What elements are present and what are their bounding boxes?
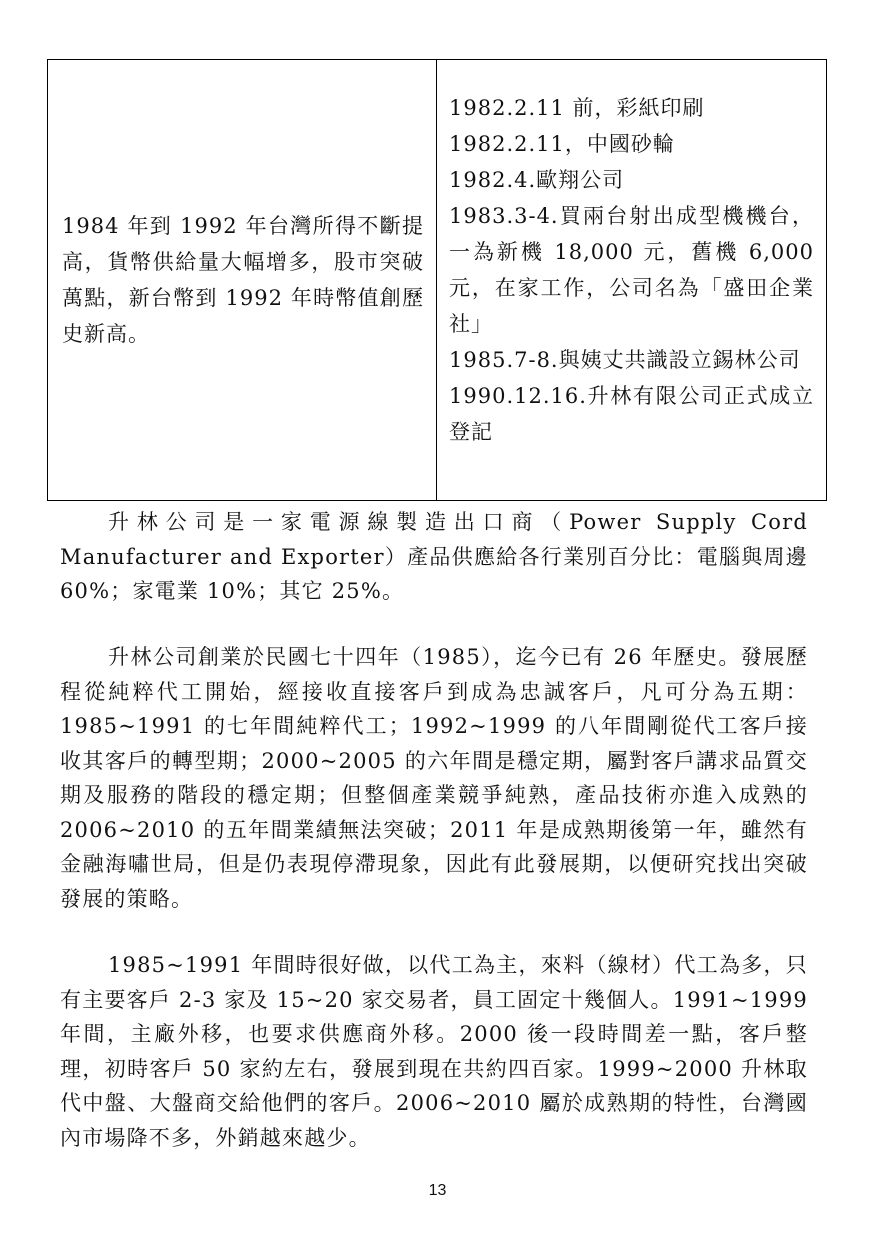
timeline-entry: 1983.3-4.買兩台射出成型機機台，一為新機 18,000 元，舊機 6,000 元，在家工作，公司名為「盛田企業社」	[449, 204, 814, 336]
body-paragraph: 1985~1991 年間時很好做，以代工為主，來料（線材）代工為多，只有主要客戶 2-3 家及 15~20 家交易者，員工固定十幾個人。1991~1999 年間，主廠外移，也要求供應商外移。2000 後一段時間差一點，客戶整理，初時客戶 50 家約左右，發展到現在共約四百家。1999~2000 升林取代中盤、大盤商交給他們的客戶。2006~2010 屬於成熟期的特性，台灣國內市場降不多，外銷越來越少。	[60, 953, 808, 1150]
table-cell-economic-context	[48, 60, 437, 500]
page-number: 13	[428, 1182, 447, 1199]
timeline-entry: 1982.2.11，中國砂輪	[449, 132, 675, 156]
body-paragraph: 升林公司是一家電源線製造出口商（Power Supply Cord Manufacturer and Exporter）產品供應給各行業別百分比：電腦與周邊 60%；家電業 10%；其它 25%。	[60, 510, 808, 603]
history-table	[47, 59, 827, 501]
body-paragraph: 升林公司創業於民國七十四年（1985），迄今已有 26 年歷史。發展歷程從純粹代工開始，經接收直接客戶到成為忠誠客戶，凡可分為五期：1985~1991 的七年間純粹代工；1992~1999 的八年間剛從代工客戶接收其客戶的轉型期；2000~2005 的六年間是穩定期，屬對客戶講求品質交期及服務的階段的穩定期；但整個產業競爭純熟，產品技術亦進入成熟的 2006~2010 的五年間業績無法突破；2011 年是成熟期後第一年，雖然有金融海嘯世局，但是仍表現停滯現象，因此有此發展期，以便研究找出突破發展的策略。	[60, 645, 808, 911]
economic-context-text: 1984 年到 1992 年台灣所得不斷提高，貨幣供給量大幅增多，股市突破萬點，新台幣到 1992 年時幣值創歷史新高。	[62, 214, 424, 346]
table-cell-company-timeline	[437, 60, 826, 500]
timeline-entry: 1985.7-8.與姨丈共識設立錫林公司	[449, 348, 801, 372]
timeline-entry: 1982.4.歐翔公司	[449, 168, 625, 192]
timeline-entry: 1982.2.11 前，彩紙印刷	[449, 96, 705, 120]
timeline-entry: 1990.12.16.升林有限公司正式成立登記	[449, 384, 814, 444]
